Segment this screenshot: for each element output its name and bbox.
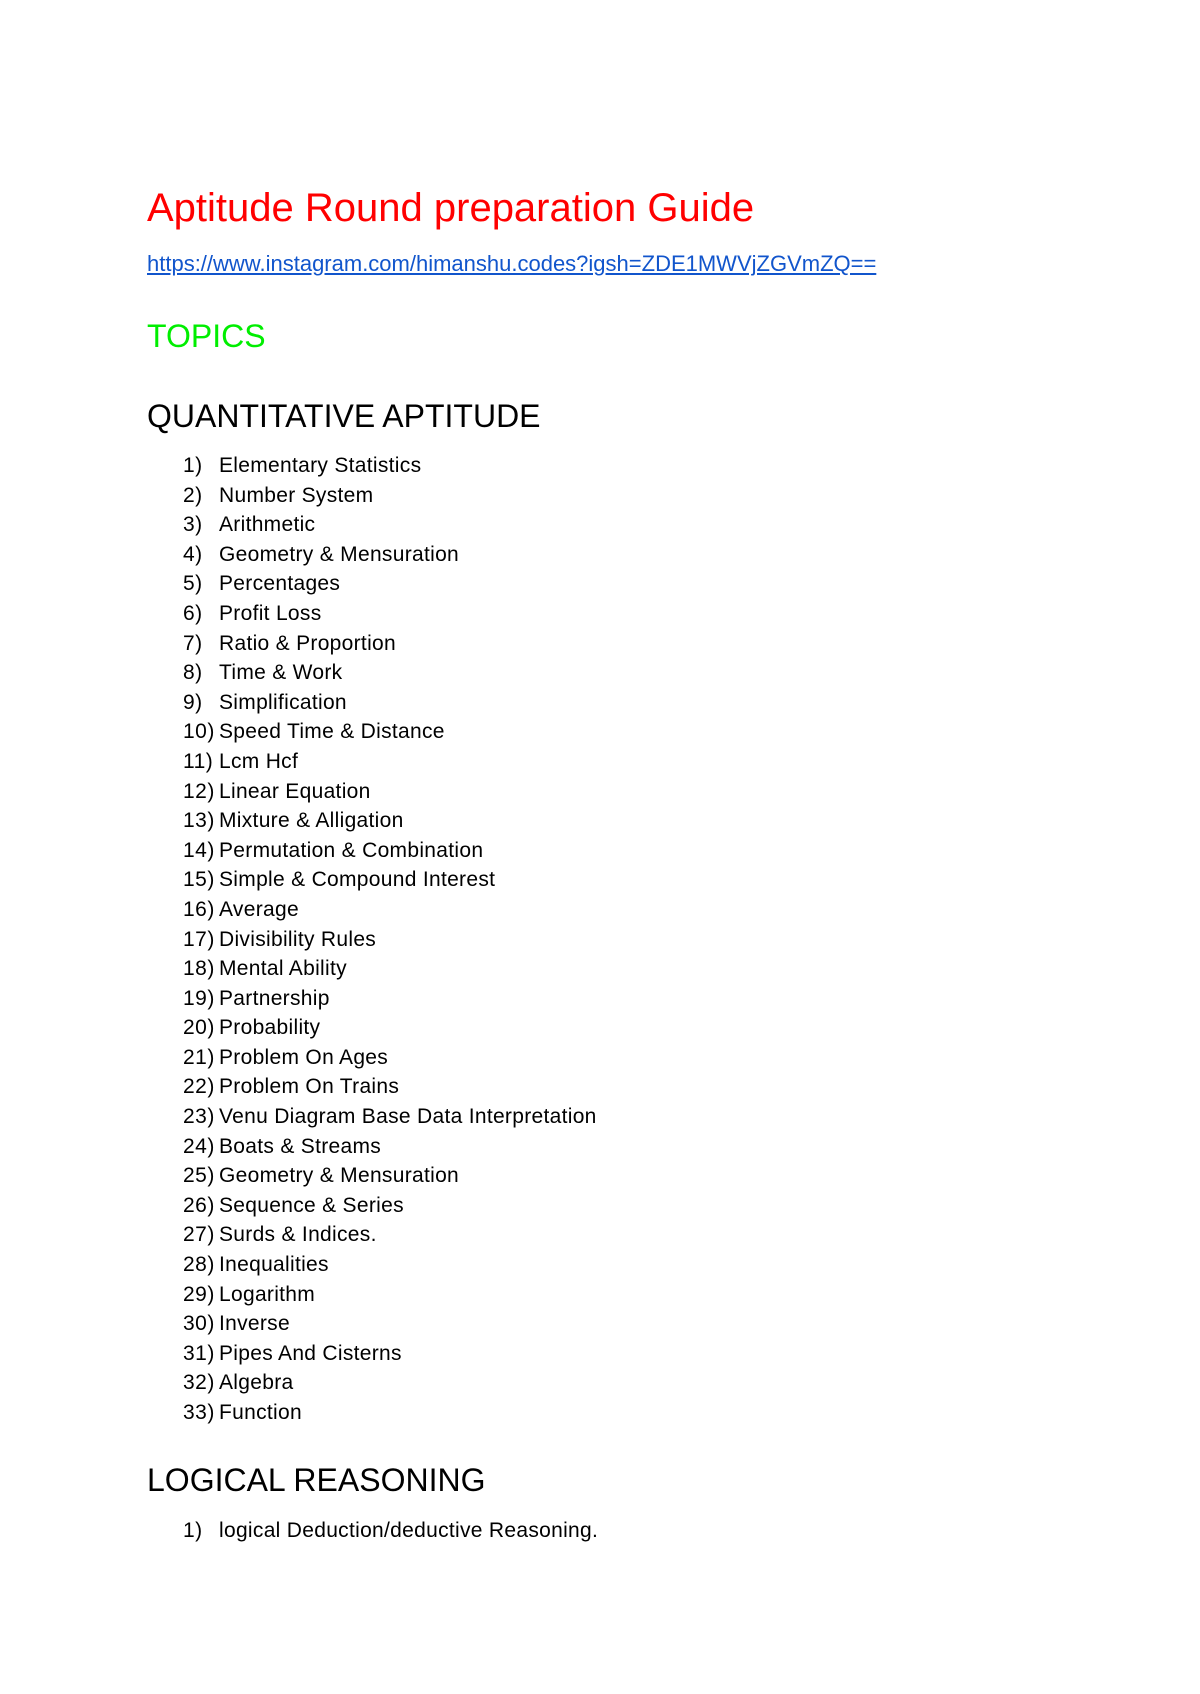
list-item-number: 25) (183, 1164, 215, 1188)
list-item (183, 688, 597, 718)
list-item (183, 1161, 597, 1191)
section-heading-quantitative: QUANTITATIVE APTITUDE (147, 398, 541, 434)
list-item-label: Time & Work (219, 661, 343, 685)
list-item-label: Profit Loss (219, 601, 322, 625)
list-item (183, 1280, 597, 1310)
list-item-number: 21) (183, 1045, 215, 1069)
list-item-label: Divisibility Rules (219, 927, 377, 951)
document-title: Aptitude Round preparation Guide (147, 186, 755, 230)
list-item-number: 1) (183, 454, 203, 477)
list-item-number: 3) (183, 513, 203, 537)
list-item-label: Simple & Compound Interest (219, 868, 496, 892)
list-item-number: 4) (183, 542, 203, 566)
list-item-number: 6) (183, 601, 203, 625)
list-item (183, 1309, 597, 1339)
list-item-label: Lcm Hcf (219, 749, 299, 773)
list-item-label: Boats & Streams (219, 1134, 382, 1158)
list-item-number: 27) (183, 1223, 215, 1247)
list-item-label: Percentages (219, 572, 341, 596)
list-item (183, 1220, 597, 1250)
list-item (183, 806, 597, 836)
list-item-number: 17) (183, 927, 215, 951)
list-item (183, 895, 597, 925)
list-item (183, 510, 597, 540)
list-item (183, 954, 597, 984)
list-item (183, 836, 597, 866)
list-item-number: 33) (183, 1401, 215, 1424)
list-item (183, 1132, 597, 1162)
list-item (183, 925, 597, 955)
list-item-number: 7) (183, 631, 203, 655)
list-item (183, 540, 597, 570)
list-item-number: 18) (183, 957, 215, 981)
list-item (183, 777, 597, 807)
list-item-label: Probability (219, 1016, 321, 1040)
list-item-label: logical Deduction/deductive Reasoning. (219, 1519, 599, 1542)
list-item (183, 1043, 597, 1073)
list-item-label: Ratio & Proportion (219, 631, 396, 655)
list-item-number: 1) (183, 1519, 203, 1542)
list-item-label: Number System (219, 483, 374, 507)
list-item-number: 5) (183, 572, 203, 596)
list-item-label: Inequalities (219, 1253, 329, 1277)
list-item-number: 15) (183, 868, 215, 892)
list-item (183, 1102, 597, 1132)
list-item-label: Elementary Statistics (219, 454, 422, 477)
list-item-number: 26) (183, 1193, 215, 1217)
list-item-number: 32) (183, 1371, 215, 1395)
list-item-label: Linear Equation (219, 779, 371, 803)
list-item (183, 1250, 597, 1280)
list-item (183, 1072, 597, 1102)
logical-topic-list (183, 1516, 598, 1546)
list-item-label: Pipes And Cisterns (219, 1341, 402, 1365)
list-item-label: Logarithm (219, 1282, 316, 1306)
list-item-number: 14) (183, 838, 215, 862)
list-item (183, 1013, 597, 1043)
list-item-number: 20) (183, 1016, 215, 1040)
list-item (183, 481, 597, 511)
list-item-label: Average (219, 897, 299, 921)
list-item (183, 865, 597, 895)
list-item-number: 28) (183, 1253, 215, 1277)
list-item-label: Function (219, 1401, 302, 1424)
list-item-number: 9) (183, 690, 203, 714)
list-item-number: 23) (183, 1105, 215, 1129)
list-item-label: Simplification (219, 690, 347, 714)
list-item-label: Problem On Ages (219, 1045, 389, 1069)
list-item (183, 747, 597, 777)
list-item (183, 1339, 597, 1369)
list-item (183, 569, 597, 599)
list-item-number: 2) (183, 483, 203, 507)
list-item (183, 1398, 597, 1428)
list-item-label: Mixture & Alligation (219, 809, 404, 833)
list-item-label: Inverse (219, 1312, 290, 1336)
list-item-number: 12) (183, 779, 215, 803)
list-item (183, 1516, 598, 1546)
list-item (183, 658, 597, 688)
list-item-number: 30) (183, 1312, 215, 1336)
list-item-number: 19) (183, 986, 215, 1010)
list-item (183, 451, 597, 481)
list-item-label: Geometry & Mensuration (219, 1164, 460, 1188)
topics-heading: TOPICS (147, 318, 266, 354)
list-item-label: Partnership (219, 986, 330, 1010)
list-item-number: 24) (183, 1134, 215, 1158)
quantitative-topic-list (183, 451, 597, 1428)
list-item-number: 22) (183, 1075, 215, 1099)
list-item (183, 984, 597, 1014)
list-item-label: Venu Diagram Base Data Interpretation (219, 1105, 597, 1129)
list-item-label: Geometry & Mensuration (219, 542, 460, 566)
list-item-label: Speed Time & Distance (219, 720, 445, 744)
list-item (183, 1368, 597, 1398)
list-item-number: 11) (183, 749, 214, 773)
list-item (183, 599, 597, 629)
section-heading-logical: LOGICAL REASONING (147, 1462, 486, 1498)
list-item-number: 10) (183, 720, 215, 744)
list-item-number: 13) (183, 809, 215, 833)
list-item-number: 29) (183, 1282, 215, 1306)
list-item-label: Permutation & Combination (219, 838, 484, 862)
list-item-number: 16) (183, 897, 215, 921)
list-item-number: 31) (183, 1341, 215, 1365)
list-item-label: Mental Ability (219, 957, 347, 981)
list-item-label: Surds & Indices. (219, 1223, 377, 1247)
list-item (183, 629, 597, 659)
list-item-label: Algebra (219, 1371, 294, 1395)
list-item (183, 717, 597, 747)
list-item-label: Arithmetic (219, 513, 316, 537)
list-item-label: Sequence & Series (219, 1193, 404, 1217)
list-item-number: 8) (183, 661, 203, 685)
instagram-link[interactable]: https://www.instagram.com/himanshu.codes?igsh=ZDE1MWVjZGVmZQ== (147, 251, 877, 276)
list-item-label: Problem On Trains (219, 1075, 400, 1099)
list-item (183, 1191, 597, 1221)
